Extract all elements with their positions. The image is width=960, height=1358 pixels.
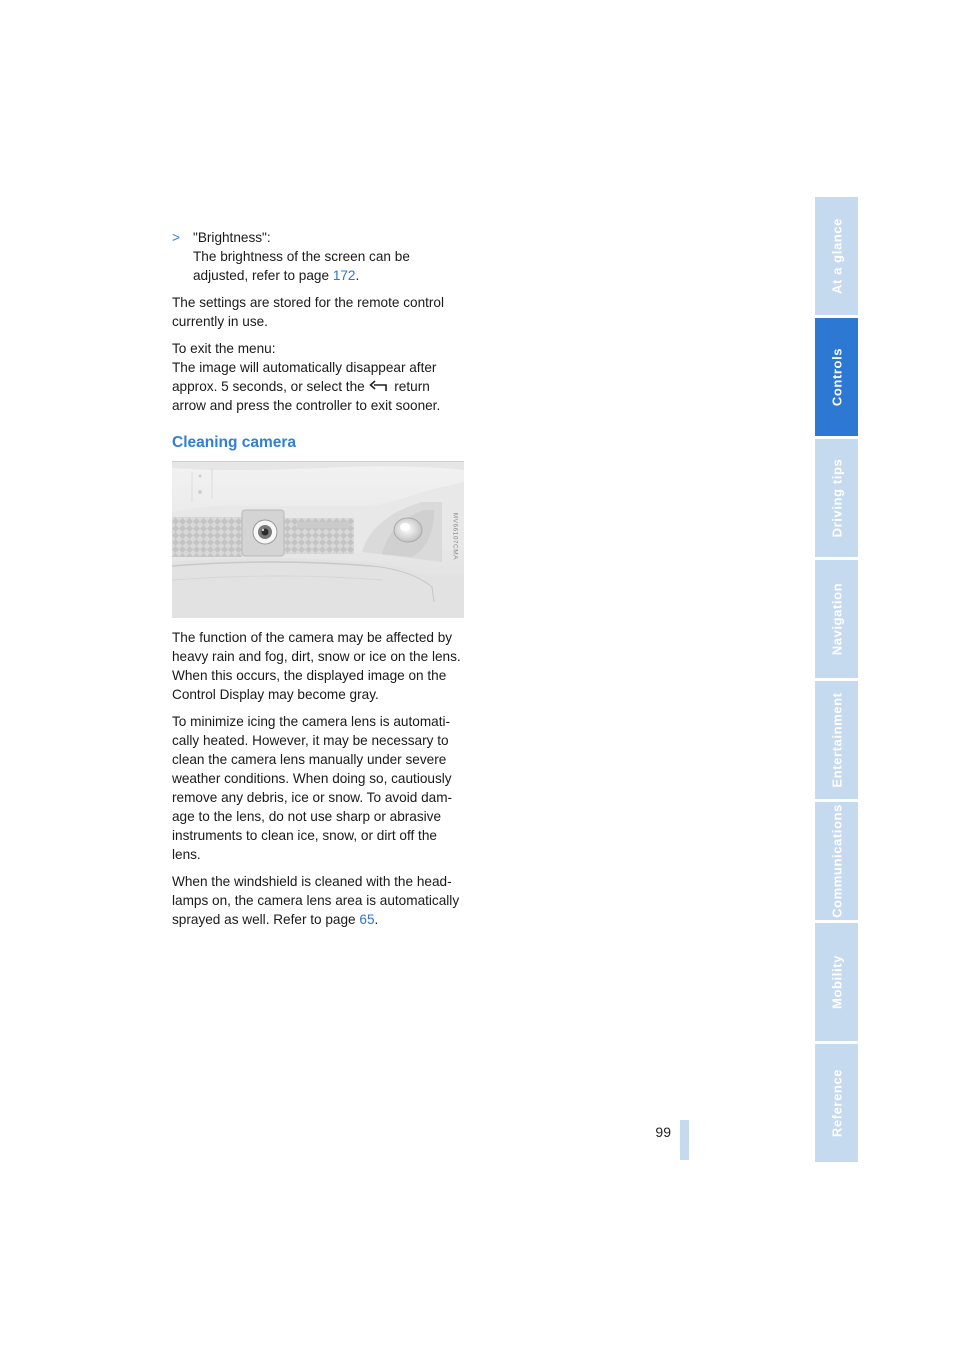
tab-label: Mobility	[829, 955, 844, 1009]
tab-label: Communications	[829, 804, 844, 918]
tab-label: Reference	[829, 1068, 844, 1138]
tab-navigation[interactable]	[815, 560, 858, 678]
return-arrow-icon	[369, 380, 389, 392]
page-number: 99	[655, 1124, 671, 1140]
tab-reference[interactable]	[815, 1044, 858, 1162]
cleaning-paragraph-3-tail: .	[374, 912, 379, 927]
exit-label: To exit the menu:	[172, 341, 276, 356]
tab-driving-tips[interactable]	[815, 439, 858, 557]
tab-label: Navigation	[829, 582, 844, 656]
page-number-bar	[680, 1120, 689, 1160]
tab-label: Controls	[829, 347, 844, 407]
camera-figure	[172, 461, 464, 618]
bumper-camera-illustration	[172, 462, 464, 618]
page-link-172[interactable]: 172	[332, 268, 356, 283]
tab-at-a-glance[interactable]	[815, 197, 858, 315]
settings-paragraph: The settings are stored for the remote control currently in use.	[172, 295, 445, 329]
bullet-title: "Brightness":	[193, 230, 271, 245]
tab-mobility[interactable]	[815, 923, 858, 1041]
cleaning-paragraph-3	[172, 872, 464, 929]
bullet-tail: .	[355, 268, 360, 283]
bullet-mark: >	[172, 230, 180, 245]
bullet-body	[193, 247, 464, 285]
exit-paragraph	[172, 339, 464, 415]
page-content	[172, 228, 464, 937]
tab-controls[interactable]	[815, 318, 858, 436]
cleaning-paragraph-2: To minimize icing the camera lens is automati-cally heated. However, it may be necessary to clean the camera lens manually under severe weather conditions. When doing so, cautiously remove any debris, ice or snow. To avoid dam-age to the lens, do not use sharp or abrasive instruments to clean ice, snow, or dirt off the lens.	[172, 714, 453, 862]
cleaning-paragraph-1: The function of the camera may be affected by heavy rain and fog, dirt, snow or ice on the lens. When this occurs, the displayed image on the Control Display may become gray.	[172, 630, 461, 702]
exit-text-2: return arrow and press the controller to exit sooner.	[172, 379, 441, 413]
tab-label: Entertainment	[829, 692, 844, 788]
exit-text-1: The image will automatically disappear after approx. 5 seconds, or select the	[172, 360, 437, 394]
cleaning-paragraph-3-text: When the windshield is cleaned with the head-lamps on, the camera lens area is automatically sprayed as well. Refer to page	[172, 874, 460, 927]
brightness-bullet	[172, 228, 464, 285]
section-heading: Cleaning camera	[172, 434, 297, 451]
chapter-tabs	[815, 197, 858, 1165]
tab-label: At a glance	[829, 218, 844, 294]
bullet-text: The brightness of the screen can be adjusted, refer to page	[193, 249, 410, 283]
tab-label: Driving tips	[829, 458, 844, 538]
tab-communications[interactable]	[815, 802, 858, 920]
figure-id: MV66107CMA	[451, 512, 458, 560]
page-link-65[interactable]: 65	[359, 912, 375, 927]
tab-entertainment[interactable]	[815, 681, 858, 799]
